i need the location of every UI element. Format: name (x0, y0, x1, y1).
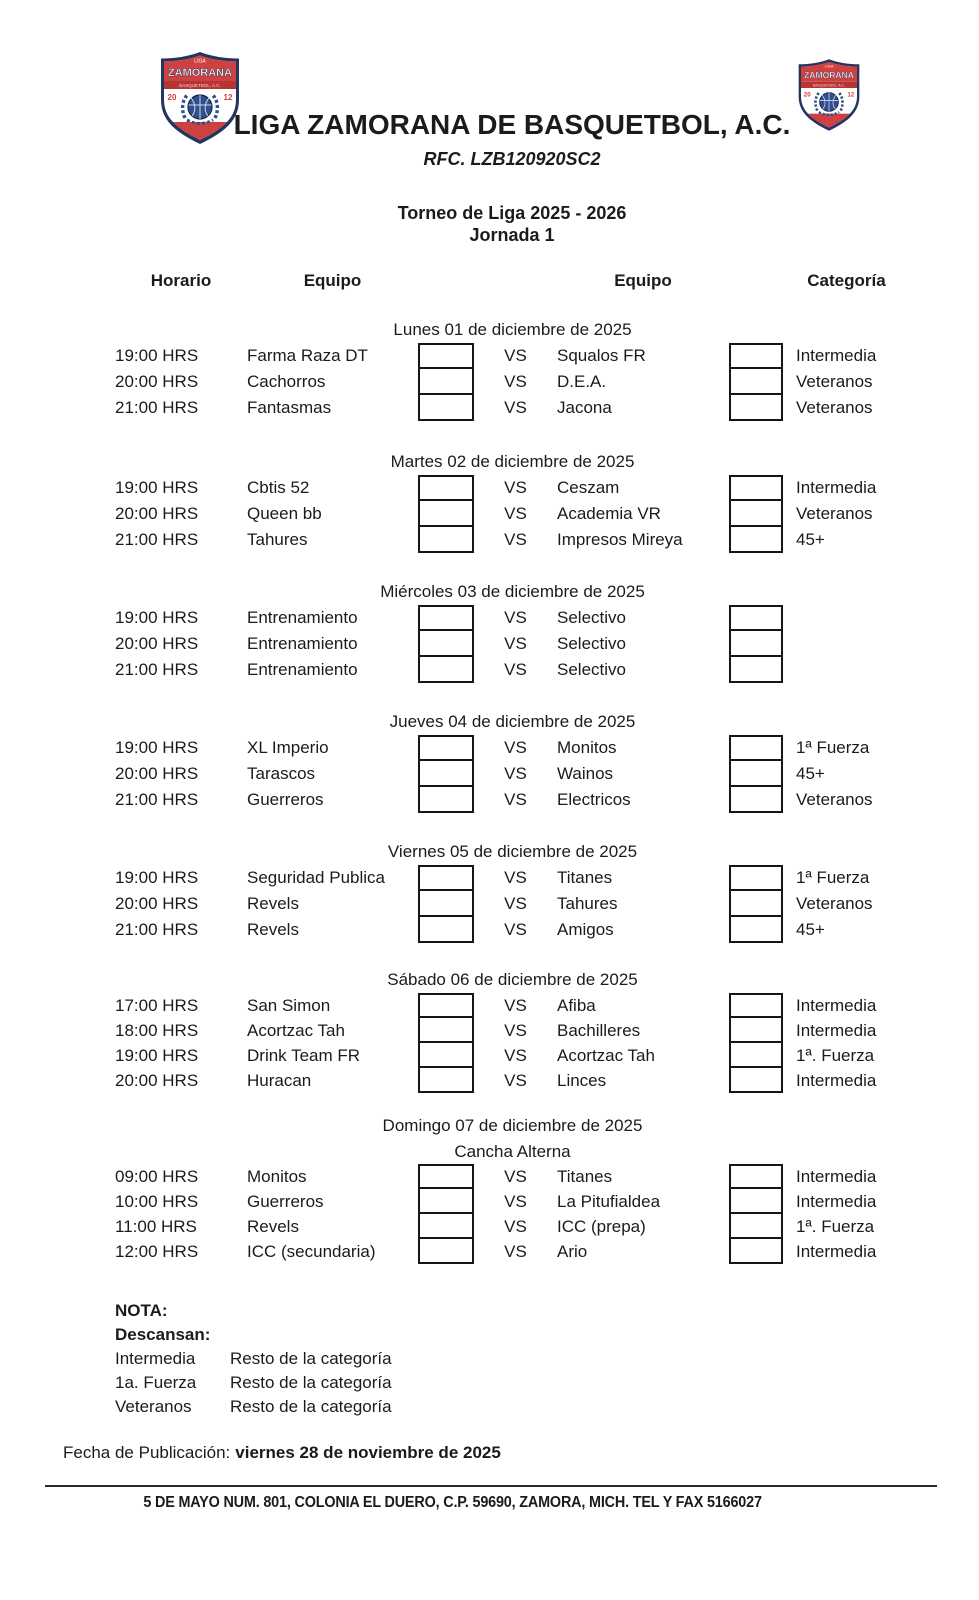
vs-label: VS (504, 764, 527, 783)
game-time: 20:00 HRS (115, 372, 199, 391)
score-box-home (418, 787, 474, 813)
category-label: Veteranos (796, 398, 873, 417)
away-team: Bachilleres (557, 1020, 641, 1040)
score-box-home (418, 369, 474, 395)
home-team: Tahures (247, 530, 308, 549)
away-team: Impresos Mireya (557, 530, 683, 549)
category-label: 1ª. Fuerza (796, 1045, 875, 1065)
game-time: 20:00 HRS (115, 764, 199, 783)
vs-label: VS (504, 530, 527, 549)
score-box-away (729, 369, 783, 395)
note-row (115, 1371, 979, 1395)
game-row (115, 1214, 910, 1239)
score-box-home (418, 1189, 474, 1214)
away-team: Squalos FR (557, 346, 646, 365)
game-row (115, 527, 910, 553)
schedule (115, 317, 910, 1264)
score-box-away (729, 657, 783, 683)
day-section (115, 1113, 910, 1264)
day-date: Miércoles 03 de diciembre de 2025 (380, 582, 645, 601)
category-label: Veteranos (796, 372, 873, 391)
logo-top-text: LIGA (194, 58, 206, 65)
logo-name-text: ZAMORANA (804, 69, 854, 80)
game-time: 17:00 HRS (115, 995, 199, 1015)
game-time: 20:00 HRS (115, 504, 199, 523)
home-team: ICC (secundaria) (247, 1241, 376, 1261)
away-team: Academia VR (557, 504, 661, 523)
logo-name-text: ZAMORANA (167, 67, 233, 79)
home-team: Entrenamiento (247, 608, 358, 627)
away-team: Amigos (557, 920, 614, 939)
game-time: 18:00 HRS (115, 1020, 199, 1040)
game-time: 19:00 HRS (115, 608, 199, 627)
league-logo-left (154, 50, 246, 146)
column-headers (115, 270, 910, 292)
home-team: Drink Team FR (247, 1045, 361, 1065)
day-section (115, 317, 910, 421)
game-time: 12:00 HRS (115, 1241, 199, 1261)
home-team: Monitos (247, 1166, 307, 1186)
note-text: Resto de la categoría (230, 1349, 392, 1368)
game-row (115, 605, 910, 631)
day-section (115, 839, 910, 943)
game-row (115, 1164, 910, 1189)
score-box-home (418, 865, 474, 891)
game-row (115, 787, 910, 813)
logo-sub-text: BASQUETBOL, A.C. (179, 83, 221, 88)
logo-year-left: 20 (803, 91, 811, 99)
game-time: 19:00 HRS (115, 346, 199, 365)
vs-label: VS (504, 1045, 527, 1065)
score-box-away (729, 1164, 783, 1189)
category-label: Intermedia (796, 995, 877, 1015)
category-label: Veteranos (796, 894, 873, 913)
day-section (115, 449, 910, 553)
home-team: Fantasmas (247, 398, 332, 417)
category-label: 1ª. Fuerza (796, 1216, 875, 1236)
away-team: Ario (557, 1241, 588, 1261)
score-box-away (729, 395, 783, 421)
vs-label: VS (504, 1020, 527, 1040)
away-team: Electricos (557, 790, 631, 809)
score-box-away (729, 1068, 783, 1093)
game-row (115, 369, 910, 395)
vs-label: VS (504, 920, 527, 939)
category-label: 45+ (796, 920, 825, 939)
score-box-away (729, 917, 783, 943)
home-team: Entrenamiento (247, 634, 358, 653)
home-team: Acortzac Tah (247, 1020, 345, 1040)
away-team: La Pitufialdea (557, 1191, 661, 1211)
away-team: Titanes (557, 1166, 613, 1186)
away-team: D.E.A. (557, 372, 607, 391)
game-row (115, 501, 910, 527)
home-team: Seguridad Publica (247, 868, 385, 887)
note-text: Resto de la categoría (230, 1373, 392, 1392)
home-team: Farma Raza DT (247, 346, 368, 365)
vs-label: VS (504, 346, 527, 365)
home-team: Revels (247, 894, 299, 913)
home-team: Cbtis 52 (247, 478, 310, 497)
vs-label: VS (504, 738, 527, 757)
schedule-table (0, 270, 910, 1264)
score-box-away (729, 787, 783, 813)
game-time: 21:00 HRS (115, 920, 199, 939)
day-section (115, 709, 910, 813)
category-label: Veteranos (796, 504, 873, 523)
home-team: Tarascos (247, 764, 316, 783)
category-label: Veteranos (796, 790, 873, 809)
score-box-home (418, 1018, 474, 1043)
note-category: Intermedia (115, 1349, 196, 1368)
vs-label: VS (504, 868, 527, 887)
game-row (115, 761, 910, 787)
game-time: 21:00 HRS (115, 530, 199, 549)
away-team: Tahures (557, 894, 618, 913)
score-box-away (729, 1214, 783, 1239)
game-row (115, 1189, 910, 1214)
away-team: Ceszam (557, 478, 620, 497)
note-row (115, 1347, 979, 1371)
vs-label: VS (504, 894, 527, 913)
score-box-home (418, 1239, 474, 1264)
logo-sub-text: BASQUETBOL, A.C. (812, 83, 846, 88)
category-label: Intermedia (796, 346, 877, 365)
game-row (115, 735, 910, 761)
score-box-away (729, 475, 783, 501)
score-box-away (729, 1239, 783, 1264)
game-time: 10:00 HRS (115, 1191, 199, 1211)
category-label: Intermedia (796, 1020, 877, 1040)
column-header-horario: Horario (150, 271, 212, 290)
home-team: Queen bb (247, 504, 322, 523)
score-box-away (729, 343, 783, 369)
league-logo-right (794, 57, 864, 133)
away-team: Jacona (557, 398, 612, 417)
score-box-home (418, 527, 474, 553)
home-team: Entrenamiento (247, 660, 358, 679)
score-box-away (729, 1018, 783, 1043)
rfc-line: RFC. LZB120920SC2 (423, 149, 601, 169)
game-row (115, 343, 910, 369)
note-category: Veteranos (115, 1397, 192, 1416)
score-box-home (418, 993, 474, 1018)
day-date: Viernes 05 de diciembre de 2025 (387, 842, 638, 861)
home-team: Cachorros (247, 372, 326, 391)
day-date: Lunes 01 de diciembre de 2025 (393, 320, 632, 339)
jornada-label: Jornada 1 (469, 225, 555, 245)
category-label: 1ª Fuerza (796, 868, 870, 887)
away-team: Selectivo (557, 608, 626, 627)
publication-label: Fecha de Publicación: (63, 1443, 231, 1462)
category-label: Intermedia (796, 478, 877, 497)
category-label: Intermedia (796, 1166, 877, 1186)
footer-address: 5 DE MAYO NUM. 801, COLONIA EL DUERO, C.P. 59690, ZAMORA, MICH. TEL Y FAX 5166027 (143, 1494, 762, 1511)
footer (45, 1487, 860, 1512)
note-text: Resto de la categoría (230, 1397, 392, 1416)
score-box-home (418, 657, 474, 683)
game-time: 19:00 HRS (115, 738, 199, 757)
vs-label: VS (504, 1070, 527, 1090)
vs-label: VS (504, 995, 527, 1015)
game-row (115, 395, 910, 421)
score-box-away (729, 891, 783, 917)
score-box-home (418, 605, 474, 631)
score-box-home (418, 735, 474, 761)
day-section (115, 579, 910, 683)
game-time: 21:00 HRS (115, 398, 199, 417)
away-team: Selectivo (557, 660, 626, 679)
vs-label: VS (504, 660, 527, 679)
day-date: Sábado 06 de diciembre de 2025 (387, 970, 638, 989)
score-box-away (729, 501, 783, 527)
game-time: 20:00 HRS (115, 1070, 199, 1090)
day-date: Domingo 07 de diciembre de 2025 (382, 1116, 643, 1135)
category-label: 45+ (796, 764, 825, 783)
score-box-home (418, 761, 474, 787)
home-team: Guerreros (247, 790, 324, 809)
game-row (115, 631, 910, 657)
score-box-away (729, 1043, 783, 1068)
logo-year-left: 20 (167, 93, 177, 102)
away-team: ICC (prepa) (557, 1216, 646, 1236)
logo-year-right: 12 (223, 93, 233, 102)
vs-label: VS (504, 372, 527, 391)
home-team: Huracan (247, 1070, 312, 1090)
category-label: Intermedia (796, 1070, 877, 1090)
day-section (115, 967, 910, 1093)
score-box-home (418, 1043, 474, 1068)
shield-crest-icon (794, 57, 864, 133)
category-label: Intermedia (796, 1191, 877, 1211)
vs-label: VS (504, 1216, 527, 1236)
score-box-home (418, 501, 474, 527)
vs-label: VS (504, 1241, 527, 1261)
home-team: San Simon (247, 995, 331, 1015)
score-box-away (729, 993, 783, 1018)
home-team: Revels (247, 1216, 299, 1236)
score-box-home (418, 1068, 474, 1093)
game-row (115, 475, 910, 501)
category-label: 1ª Fuerza (796, 738, 870, 757)
away-team: Acortzac Tah (557, 1045, 655, 1065)
game-row (115, 917, 910, 943)
note-subtitle: Descansan: (115, 1325, 211, 1344)
vs-label: VS (504, 504, 527, 523)
game-row (115, 865, 910, 891)
shield-crest-icon (154, 50, 246, 146)
category-label: Intermedia (796, 1241, 877, 1261)
logo-year-right: 12 (847, 91, 855, 99)
away-team: Afiba (557, 995, 596, 1015)
home-team: XL Imperio (247, 738, 329, 757)
day-date: Martes 02 de diciembre de 2025 (390, 452, 635, 471)
score-box-home (418, 475, 474, 501)
score-box-away (729, 735, 783, 761)
home-team: Guerreros (247, 1191, 324, 1211)
column-header-equipo-home: Equipo (303, 271, 362, 290)
note-category: 1a. Fuerza (115, 1373, 197, 1392)
score-box-away (729, 527, 783, 553)
game-time: 20:00 HRS (115, 894, 199, 913)
score-box-away (729, 1189, 783, 1214)
vs-label: VS (504, 790, 527, 809)
score-box-home (418, 1164, 474, 1189)
game-row (115, 891, 910, 917)
note-title: NOTA: (115, 1301, 168, 1320)
away-team: Selectivo (557, 634, 626, 653)
game-row (115, 993, 910, 1018)
game-time: 09:00 HRS (115, 1166, 199, 1186)
score-box-home (418, 917, 474, 943)
column-header-equipo-away: Equipo (614, 271, 672, 290)
away-team: Wainos (557, 764, 614, 783)
vs-label: VS (504, 1191, 527, 1211)
publication-line (0, 1441, 979, 1465)
publication-date: viernes 28 de noviembre de 2025 (235, 1443, 501, 1462)
away-team: Linces (557, 1070, 607, 1090)
vs-label: VS (504, 634, 527, 653)
day-date: Jueves 04 de diciembre de 2025 (389, 712, 636, 731)
away-team: Monitos (557, 738, 617, 757)
score-box-home (418, 343, 474, 369)
game-time: 20:00 HRS (115, 634, 199, 653)
game-time: 21:00 HRS (115, 790, 199, 809)
score-box-home (418, 395, 474, 421)
category-label: 45+ (796, 530, 825, 549)
score-box-away (729, 631, 783, 657)
logo-top-text: LIGA (824, 63, 834, 69)
vs-label: VS (504, 1166, 527, 1186)
note-row (115, 1395, 979, 1419)
game-time: 11:00 HRS (115, 1216, 197, 1236)
home-team: Revels (247, 920, 299, 939)
game-row (115, 657, 910, 683)
game-row (115, 1043, 910, 1068)
note-block (0, 1299, 979, 1419)
vs-label: VS (504, 478, 527, 497)
score-box-home (418, 891, 474, 917)
game-time: 19:00 HRS (115, 868, 199, 887)
page-title: LIGA ZAMORANA DE BASQUETBOL, A.C. (233, 109, 791, 140)
day-subtitle: Cancha Alterna (454, 1142, 571, 1161)
column-header-categoria: Categoría (807, 271, 886, 290)
game-time: 19:00 HRS (115, 1045, 199, 1065)
vs-label: VS (504, 608, 527, 627)
away-team: Titanes (557, 868, 613, 887)
game-row (115, 1018, 910, 1043)
game-row (115, 1239, 910, 1264)
score-box-away (729, 865, 783, 891)
tournament-title: Torneo de Liga 2025 - 2026 (397, 203, 627, 223)
score-box-home (418, 1214, 474, 1239)
game-time: 21:00 HRS (115, 660, 199, 679)
game-row (115, 1068, 910, 1093)
vs-label: VS (504, 398, 527, 417)
score-box-away (729, 605, 783, 631)
game-time: 19:00 HRS (115, 478, 199, 497)
score-box-home (418, 631, 474, 657)
score-box-away (729, 761, 783, 787)
